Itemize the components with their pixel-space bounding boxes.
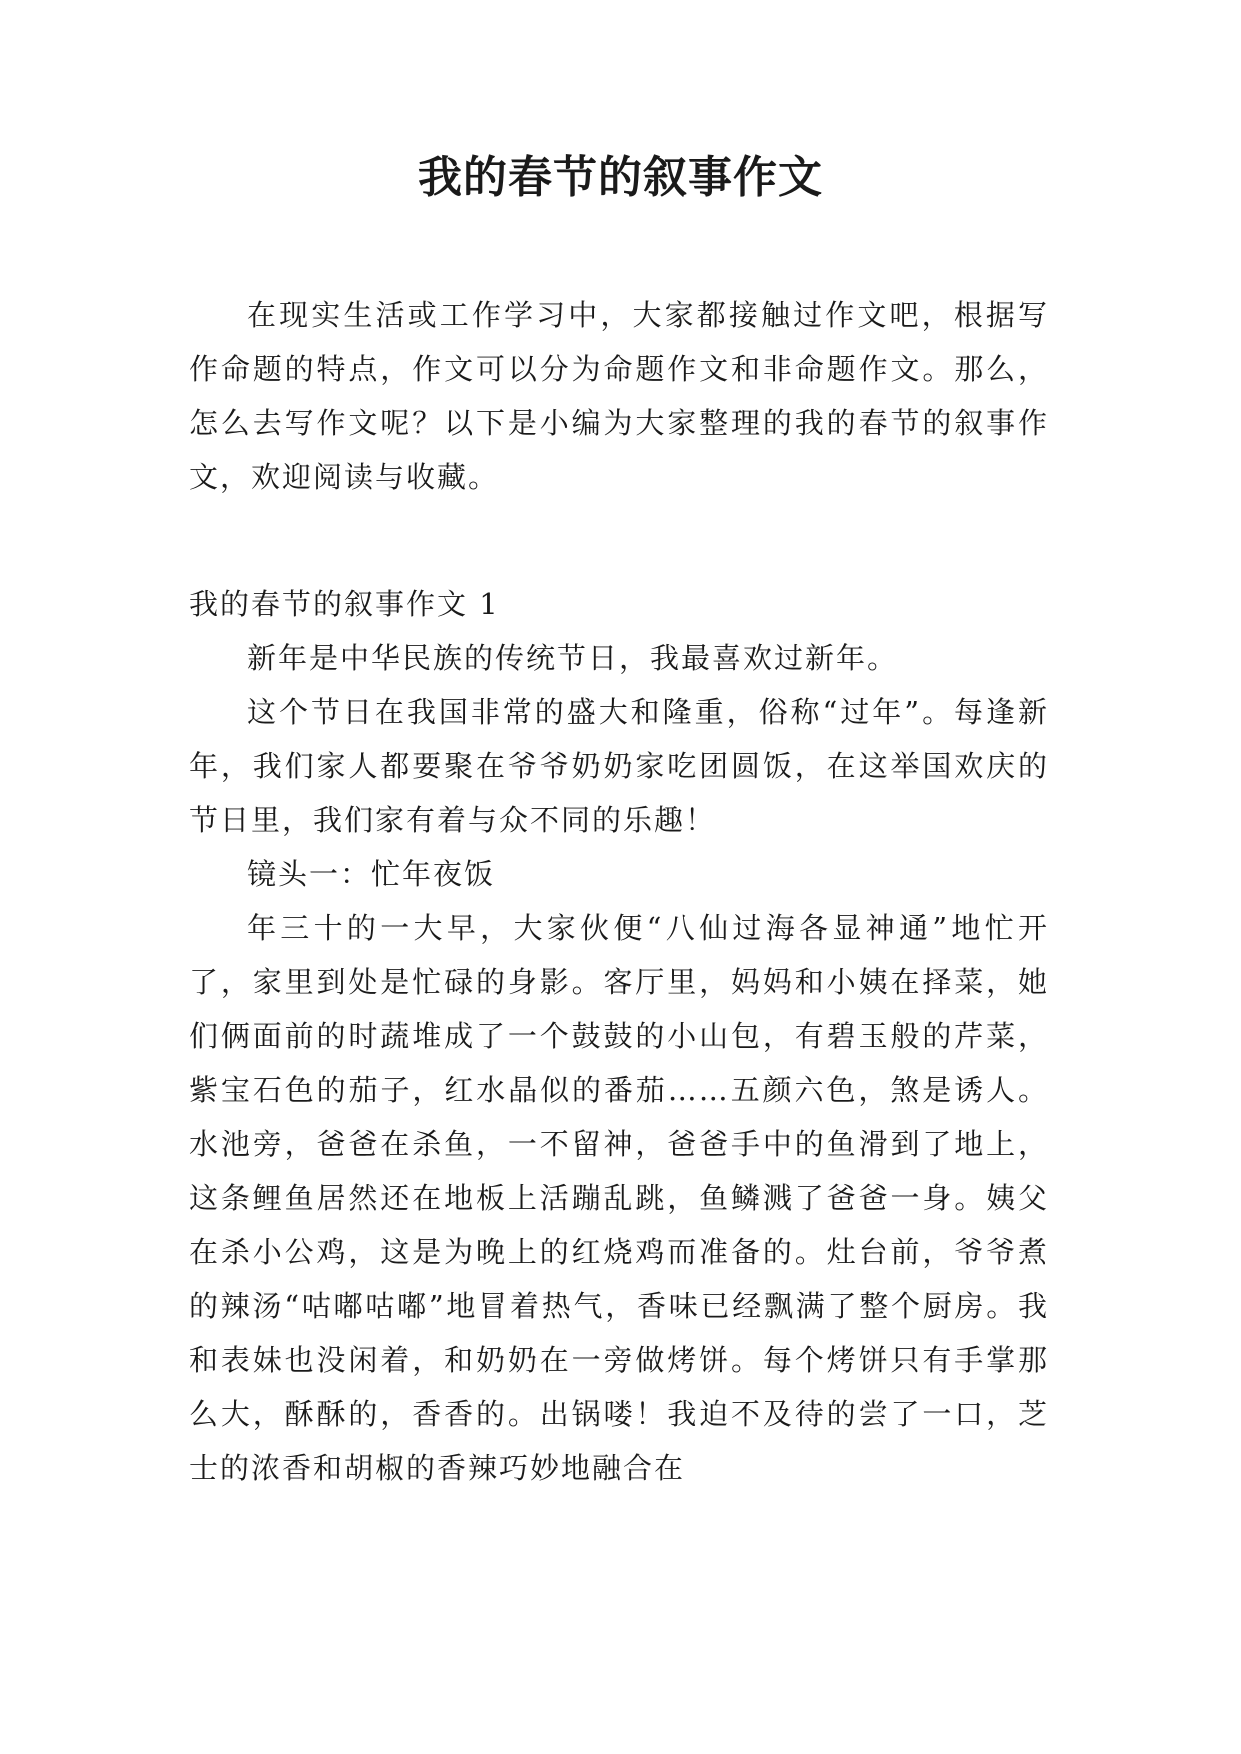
essay-paragraph: 这个节日在我国非常的盛大和隆重，俗称“过年”。每逢新年，我们家人都要聚在爷爷奶奶家吃团圆饭，在这举国欢庆的节日里，我们家有着与众不同的乐趣！ (189, 695, 1049, 837)
intro-block (189, 288, 1049, 504)
scene-heading: 镜头一：忙年夜饭 (247, 857, 496, 891)
essay-body (189, 577, 1049, 1495)
essay-paragraph: 新年是中华民族的传统节日，我最喜欢过新年。 (247, 641, 899, 675)
document-title: 我的春节的叙事作文 (418, 152, 823, 203)
essay-paragraph: 年三十的一大早，大家伙便“八仙过海各显神通”地忙开了，家里到处是忙碌的身影。客厅里，妈妈和小姨在择菜，她们俩面前的时蔬堆成了一个鼓鼓的小山包，有碧玉般的芹菜，紫宝石色的茄子，红水晶似的番茄……五颜六色，煞是诱人。水池旁，爸爸在杀鱼，一不留神，爸爸手中的鱼滑到了地上，这条鲤鱼居然还在地板上活蹦乱跳，鱼鳞溅了爸爸一身。姨父在杀小公鸡，这是为晚上的红烧鸡而准备的。灶台前，爷爷煮的辣汤“咕嘟咕嘟”地冒着热气，香味已经飘满了整个厨房。我和表妹也没闲着，和奶奶在一旁做烤饼。每个烤饼只有手掌那么大，酥酥的，香香的。出锅喽！我迫不及待的尝了一口，芝士的浓香和胡椒的香辣巧妙地融合在 (189, 911, 1049, 1485)
intro-paragraph: 在现实生活或工作学习中，大家都接触过作文吧，根据写作命题的特点，作文可以分为命题作文和非命题作文。那么，怎么去写作文呢？以下是小编为大家整理的我的春节的叙事作文，欢迎阅读与收藏。 (189, 298, 1049, 494)
section-heading: 我的春节的叙事作文 1 (189, 587, 500, 621)
